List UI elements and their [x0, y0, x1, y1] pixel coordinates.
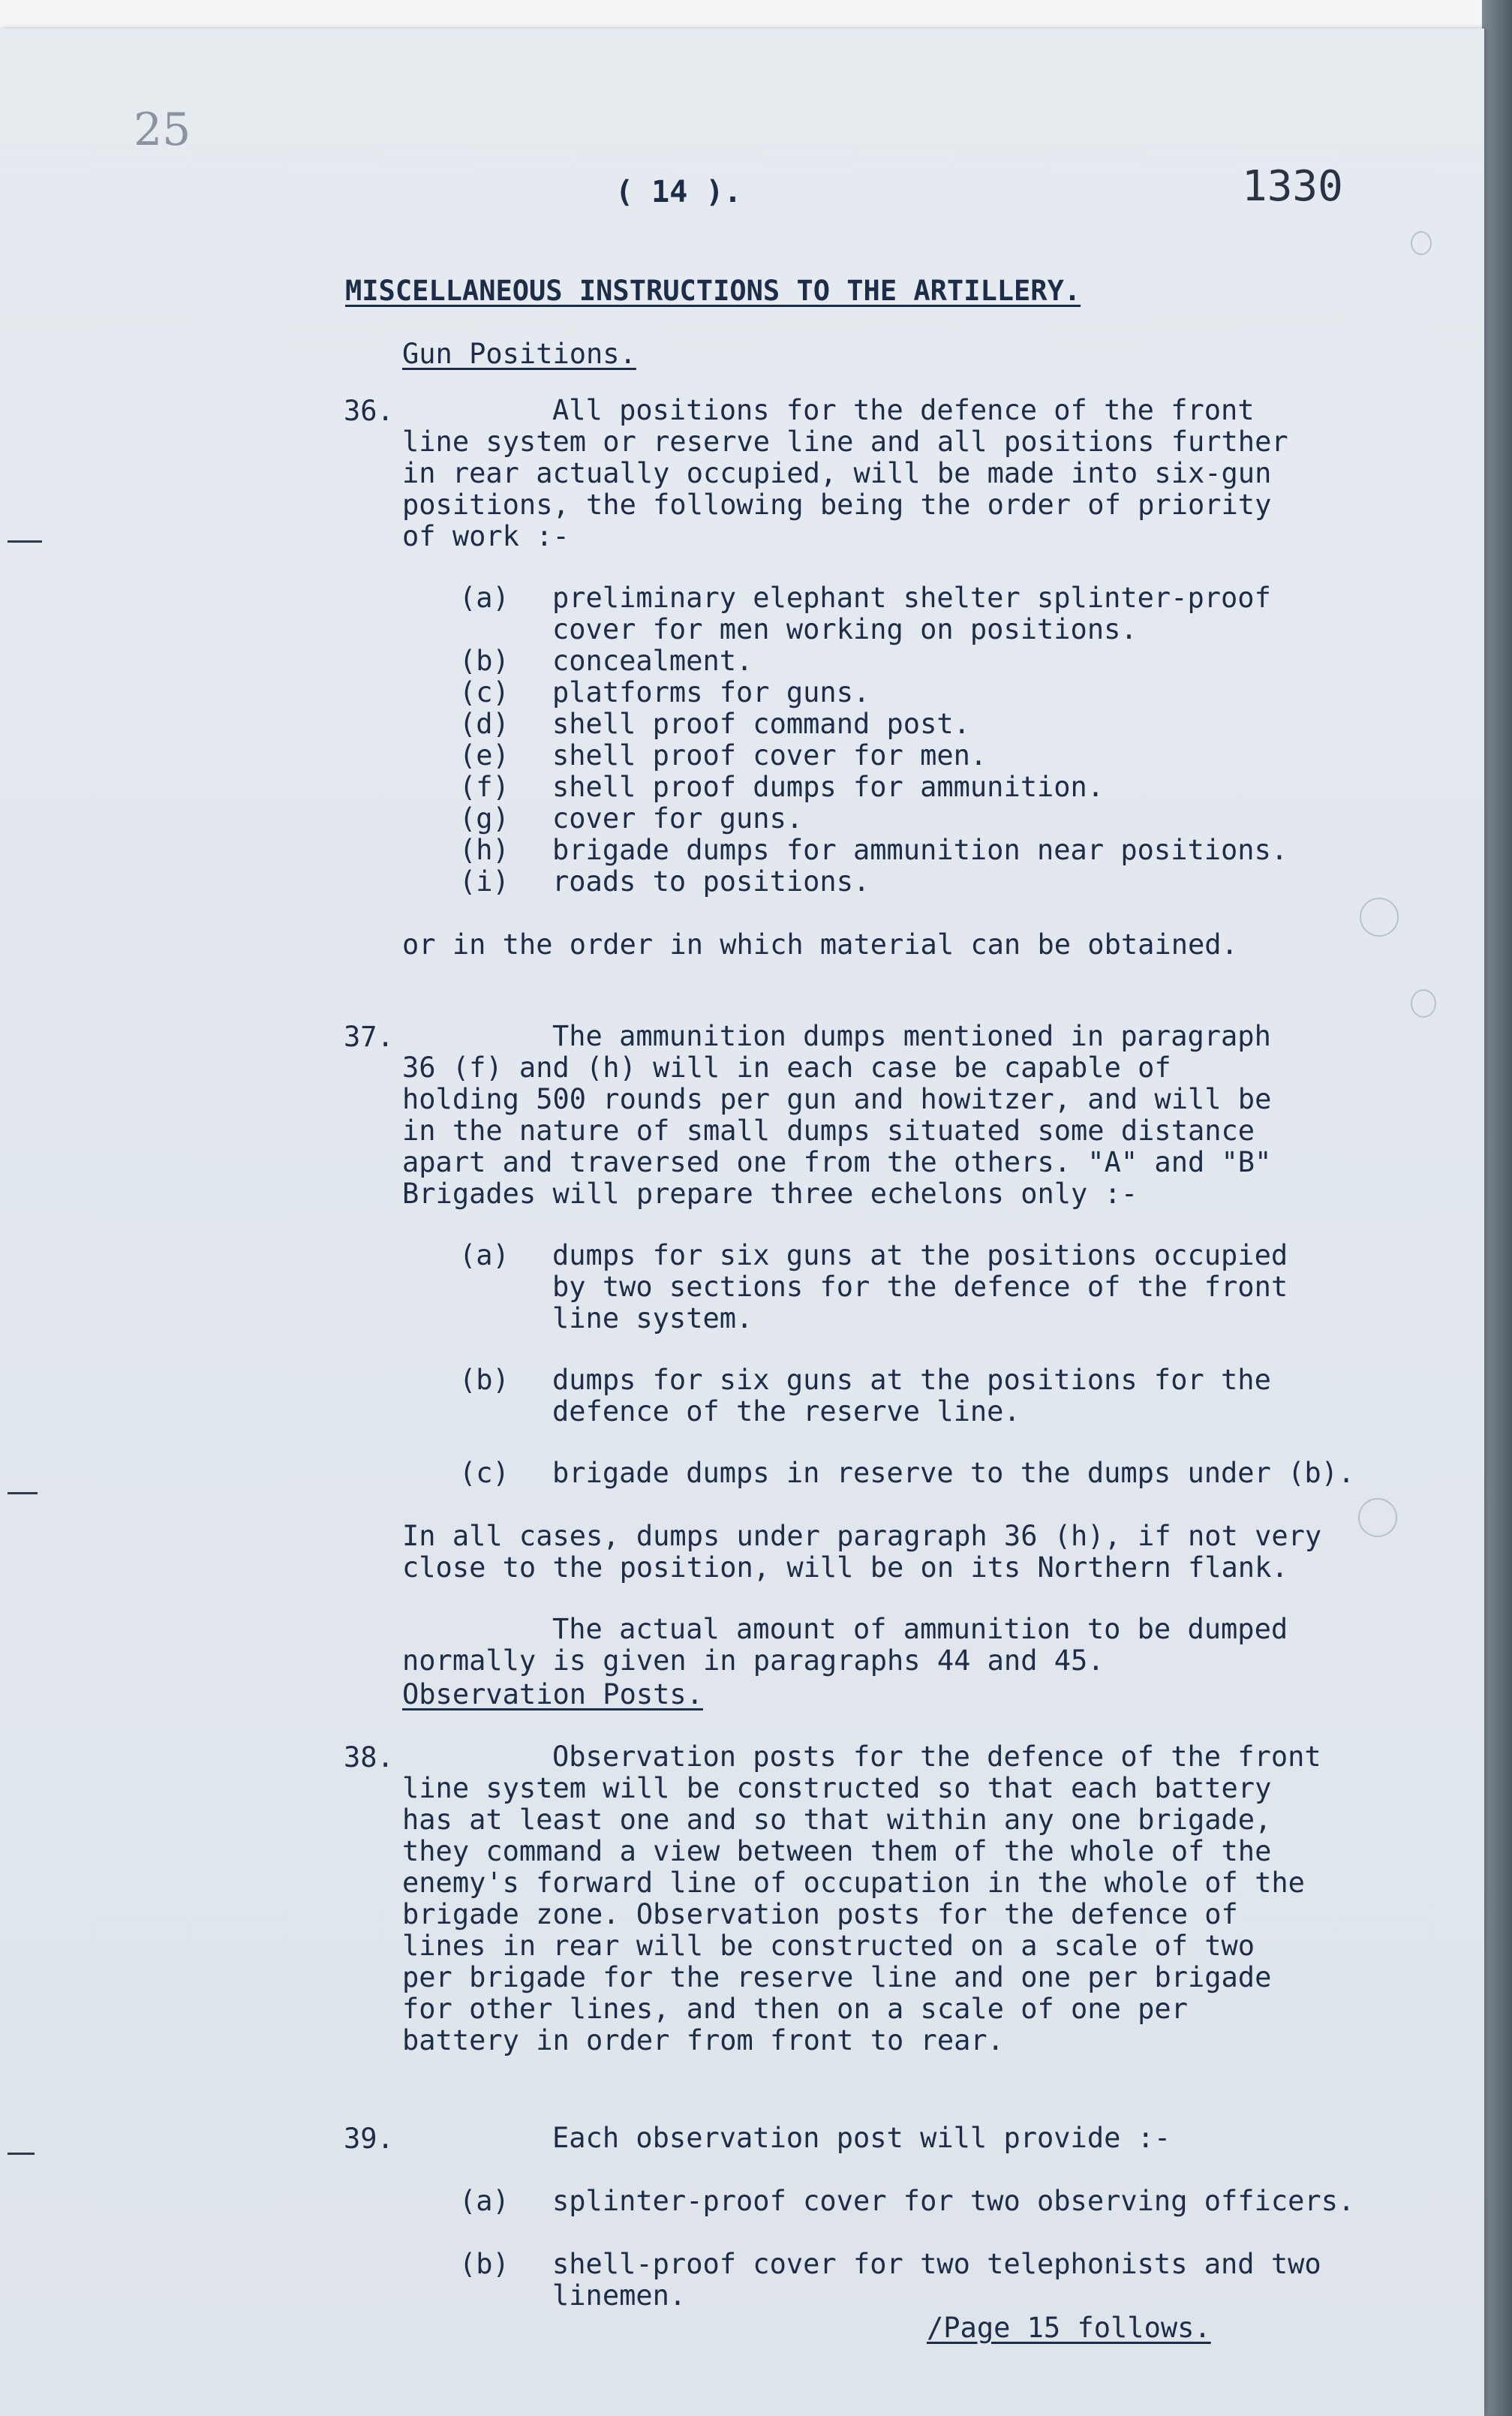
margin-mark [8, 540, 42, 543]
section-heading-observation-posts: Observation Posts. [402, 1678, 703, 1710]
paragraph-36-closing: or in the order in which material can be obtained. [402, 928, 1238, 961]
page-number: ( 14 ). [615, 175, 742, 209]
list-item-letter: (c) [459, 1457, 510, 1489]
document-page [0, 29, 1484, 2416]
list-item-letter: (d) [459, 708, 510, 740]
list-item-text: brigade dumps for ammunition near positions. [552, 834, 1288, 866]
scan-background-right [1482, 0, 1512, 2416]
punch-hole [1411, 231, 1432, 255]
section-heading-gun-positions: Gun Positions. [402, 338, 636, 370]
page-title: MISCELLANEOUS INSTRUCTIONS TO THE ARTILLERY. [345, 275, 1081, 307]
list-item-letter: (g) [459, 802, 510, 835]
paragraph-number-36: 36. [344, 395, 394, 427]
paragraph-number-38: 38. [344, 1741, 394, 1774]
page-follows-note: /Page 15 follows. [927, 2312, 1211, 2344]
list-item-letter: (h) [459, 834, 510, 866]
paragraph-number-37: 37. [344, 1021, 394, 1053]
list-item-text: brigade dumps in reserve to the dumps under (b). [552, 1457, 1355, 1489]
list-item-text: shell proof cover for men. [552, 739, 987, 772]
list-item-text: shell proof dumps for ammunition. [552, 771, 1105, 803]
list-item-text: splinter-proof cover for two observing officers. [552, 2185, 1355, 2217]
list-item-letter: (a) [459, 2185, 510, 2217]
paragraph-37-closing-1: In all cases, dumps under paragraph 36 (h), if not very close to the position, will be on its Northern flank. [402, 1520, 1322, 1584]
list-item-letter: (a) [459, 1239, 510, 1271]
list-item-text: shell proof command post. [552, 708, 970, 740]
list-item-text: cover for guns. [552, 802, 804, 835]
paragraph-39-text: Each observation post will provide :- [552, 2122, 1171, 2154]
list-item-text: dumps for six guns at the positions occupied by two sections for the defence of the front line system. [552, 1239, 1288, 1334]
list-item-letter: (c) [459, 676, 510, 709]
margin-mark [8, 2153, 35, 2155]
paragraph-37-text: The ammunition dumps mentioned in paragraph 36 (f) and (h) will in each case be capable of holding 500 rounds per gun and howitzer, and will be in the nature of small dumps situated some distance apart and traversed one from the others. "A" and "B" Brigades will prepare three echelons only :- [402, 1020, 1272, 1210]
list-item-letter: (e) [459, 739, 510, 772]
paragraph-36-text: All positions for the defence of the front line system or reserve line and all positions further in rear actually occupied, will be made into six-gun positions, the following being the order of priority of work :- [402, 394, 1288, 552]
list-item-text: dumps for six guns at the positions for the defence of the reserve line. [552, 1364, 1271, 1428]
punch-hole [1360, 898, 1399, 937]
list-item-letter: (b) [459, 1364, 510, 1396]
list-item-text: roads to positions. [552, 865, 870, 898]
paragraph-number-39: 39. [344, 2123, 394, 2155]
list-item-text: shell-proof cover for two telephonists and two linemen. [552, 2248, 1321, 2312]
list-item-text: preliminary elephant shelter splinter-proof cover for men working on positions. [552, 582, 1271, 645]
list-item-letter: (a) [459, 582, 510, 614]
list-item-text: platforms for guns. [552, 676, 870, 709]
list-item-letter: (b) [459, 645, 510, 677]
punch-hole [1358, 1498, 1397, 1537]
scan-background-top [0, 0, 1512, 30]
punch-hole [1411, 989, 1436, 1018]
list-item-letter: (f) [459, 771, 510, 803]
list-item-letter: (i) [459, 865, 510, 898]
paragraph-38-text: Observation posts for the defence of the front line system will be constructed so that each battery has at least one and so that within any one brigade, they command a view between them of the whole of the enemy's forward line of occupation in the whole of the brigade zone. Observation posts for the defence of lines in rear will be constructed on a scale of two per brigade for the reserve line and one per brigade for other lines, and then on a scale of one per battery in order from front to rear. [402, 1741, 1321, 2056]
margin-mark [8, 1492, 38, 1494]
document-number: 1330 [1242, 162, 1343, 211]
list-item-text: concealment. [552, 645, 753, 677]
paragraph-37-closing-2: The actual amount of ammunition to be dumped normally is given in paragraphs 44 and 45. [402, 1613, 1288, 1677]
list-item-letter: (b) [459, 2248, 510, 2280]
folio-number: 25 [134, 104, 191, 156]
